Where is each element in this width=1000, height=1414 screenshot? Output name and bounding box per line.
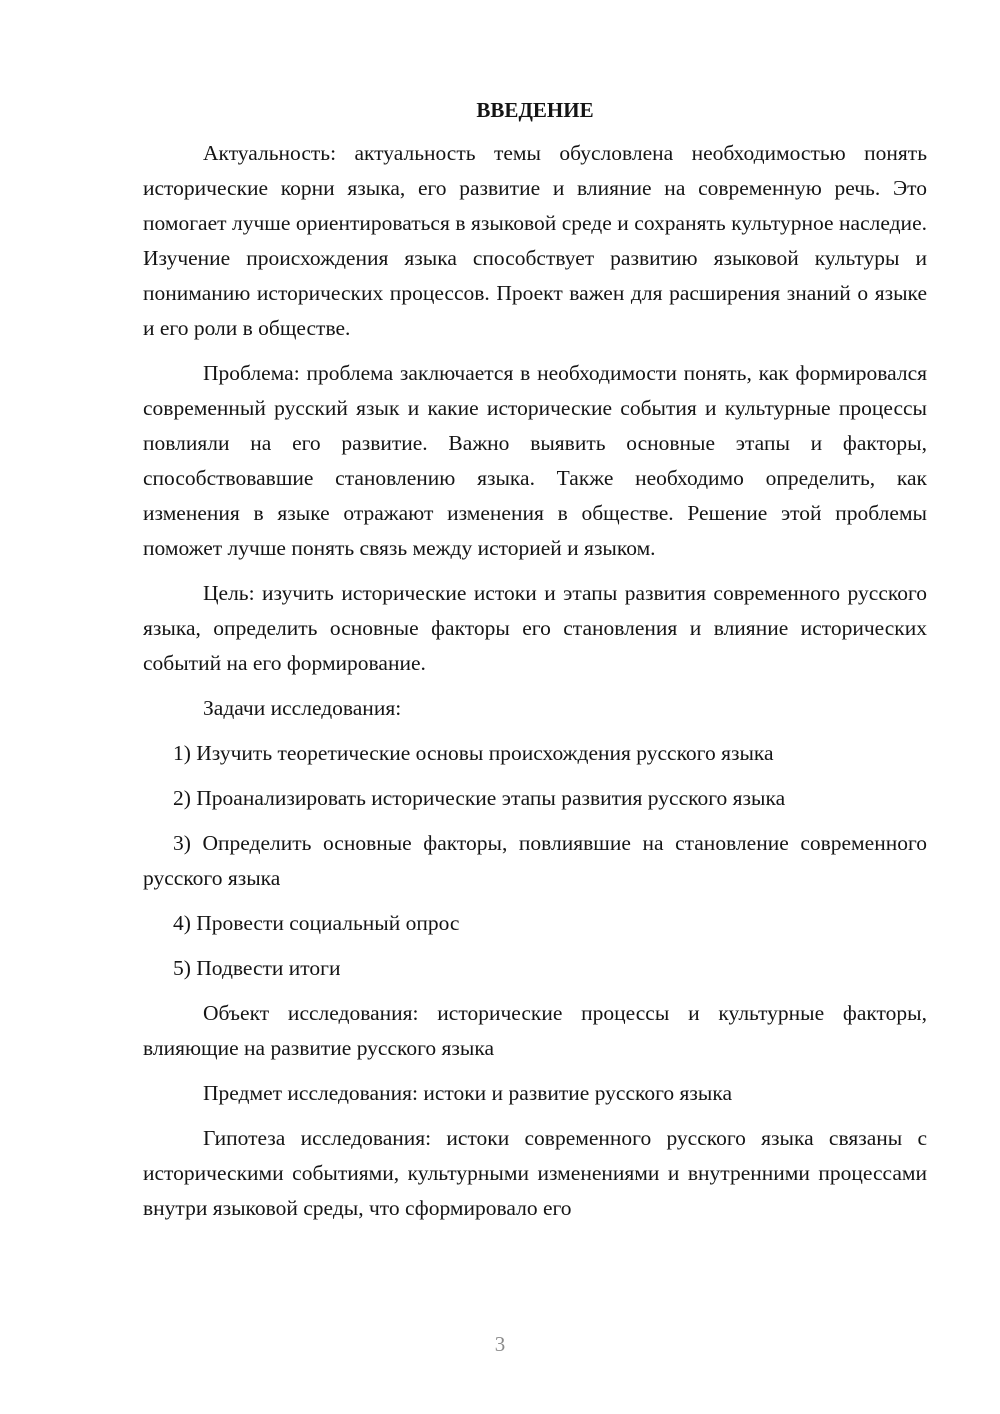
paragraph-subject: Предмет исследования: истоки и развитие русского языка <box>203 1081 733 1105</box>
task-item-1: 1) Изучить теоретические основы происхождения русского языка <box>173 741 774 765</box>
page-number: 3 <box>494 1332 506 1356</box>
paragraph-relevance: Актуальность: актуальность темы обусловлена необходимостью понять исторические корни языка, его развитие и влияние на современную речь. Это помогает лучше ориентироваться в языковой среде и сохранять культурное наследие. Изучение происхождения языка способствует развитию языковой культуры и пониманию исторических процессов. Проект важен для расширения знаний о языке и его роли в обществе. <box>143 141 927 340</box>
document-body <box>143 93 927 1236</box>
task-item-2: 2) Проанализировать исторические этапы развития русского языка <box>173 786 786 810</box>
task-item-4: 4) Провести социальный опрос <box>173 911 460 935</box>
paragraph-tasks-heading: Задачи исследования: <box>203 696 402 720</box>
task-item-3: 3) Определить основные факторы, повлиявшие на становление современного русского языка <box>143 831 927 890</box>
paragraph-problem: Проблема: проблема заключается в необходимости понять, как формировался современный русский язык и какие исторические события и культурные процессы повлияли на его развитие. Важно выявить основные этапы и факторы, способствовавшие становлению языка. Также необходимо определить, как изменения в языке отражают изменения в обществе. Решение этой проблемы поможет лучше понять связь между историей и языком. <box>143 361 927 560</box>
page-title: ВВЕДЕНИЕ <box>476 98 594 122</box>
paragraph-goal: Цель: изучить исторические истоки и этапы развития современного русского языка, определить основные факторы его становления и влияние исторических событий на его формирование. <box>143 581 927 675</box>
task-item-5: 5) Подвести итоги <box>173 956 341 980</box>
paragraph-object: Объект исследования: исторические процессы и культурные факторы, влияющие на развитие русского языка <box>143 1001 927 1060</box>
paragraph-hypothesis: Гипотеза исследования: истоки современного русского языка связаны с историческими событиями, культурными изменениями и внутренними процессами внутри языковой среды, что сформировало его <box>143 1126 927 1220</box>
